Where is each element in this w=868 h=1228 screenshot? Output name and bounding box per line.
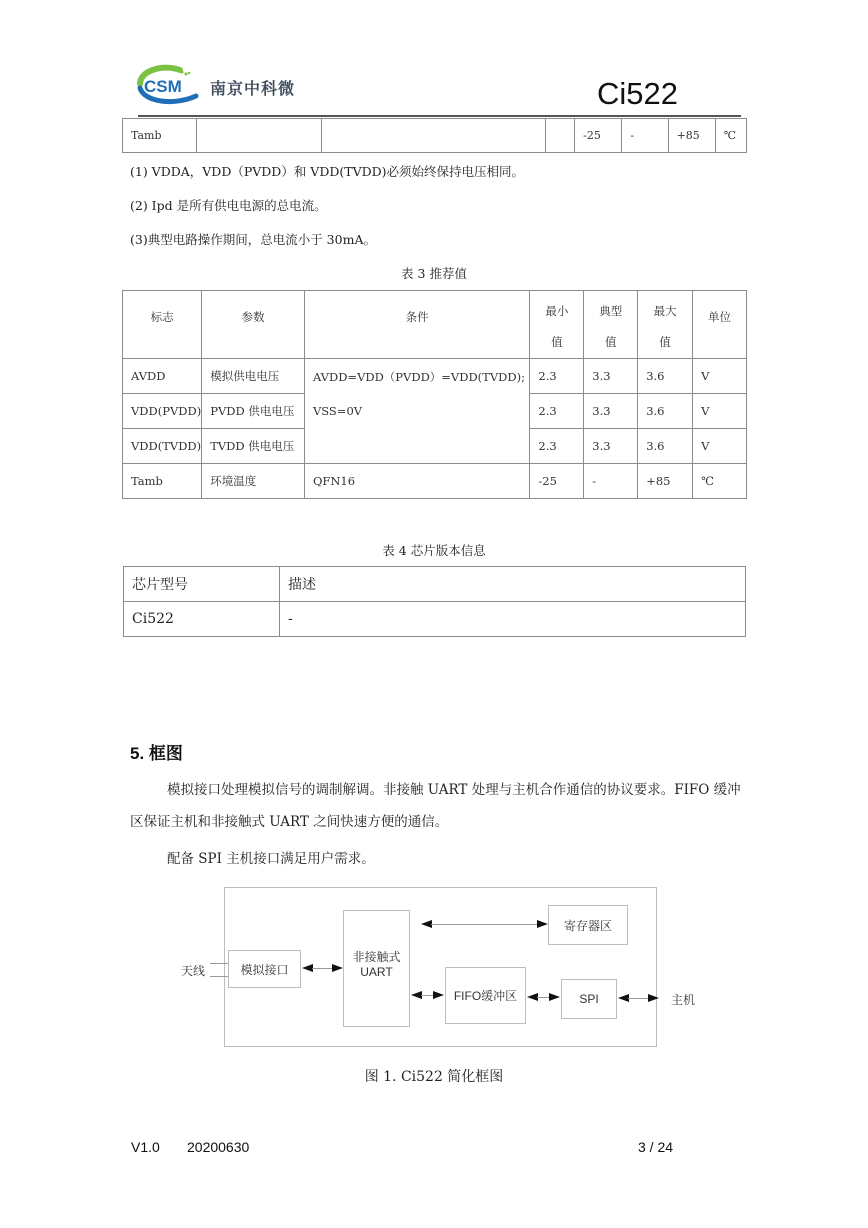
cell-typ: 3.3 bbox=[584, 429, 638, 464]
condition-line: AVDD=VDD（PVDD）=VDD(TVDD); bbox=[312, 370, 525, 384]
arrow-right-icon bbox=[549, 993, 560, 1001]
cell-max: 3.6 bbox=[638, 429, 693, 464]
cell-unit: V bbox=[693, 394, 747, 429]
csm-logo-icon bbox=[134, 62, 206, 106]
body-paragraph: 配备 SPI 主机接口满足用户需求。 bbox=[167, 851, 375, 867]
arrow-right-icon bbox=[648, 994, 659, 1002]
header-param: 参数 bbox=[202, 291, 305, 359]
cell-typ: 3.3 bbox=[584, 359, 638, 394]
cell-chip-model: Ci522 bbox=[124, 602, 280, 637]
table-cell: ℃ bbox=[715, 119, 746, 153]
table4-caption: 表 4 芯片版本信息 bbox=[382, 543, 486, 558]
cell-max: +85 bbox=[638, 464, 693, 499]
cell-min: 2.3 bbox=[530, 359, 584, 394]
header-chip-model: 芯片型号 bbox=[124, 567, 280, 602]
arrow-right-icon bbox=[433, 991, 444, 999]
table-cell bbox=[321, 119, 545, 153]
connector-line bbox=[431, 924, 539, 925]
header-rule bbox=[138, 115, 741, 117]
figure-caption: 图 1. Ci522 简化框图 bbox=[364, 1069, 504, 1085]
table-row bbox=[123, 119, 747, 153]
document-title: Ci522 bbox=[597, 76, 678, 111]
cell-unit: V bbox=[693, 429, 747, 464]
fifo-label: FIFO缓冲区 bbox=[453, 989, 518, 1003]
cell-typ: - bbox=[584, 464, 638, 499]
cell-param: PVDD 供电电压 bbox=[202, 394, 305, 429]
header-symbol: 标志 bbox=[123, 291, 202, 359]
cell-symbol: VDD(PVDD) bbox=[123, 394, 202, 429]
spi-block: SPI bbox=[561, 979, 617, 1019]
page-number: 3 / 24 bbox=[638, 1139, 674, 1155]
note-1: (1) VDDA，VDD（PVDD）和 VDD(TVDD)必须始终保持电压相同。 bbox=[130, 164, 525, 179]
cell-unit: V bbox=[693, 359, 747, 394]
uart-label-line2: UART bbox=[360, 965, 393, 979]
table-cell: +85 bbox=[668, 119, 715, 153]
cell-param: TVDD 供电电压 bbox=[202, 429, 305, 464]
table-row bbox=[124, 602, 746, 637]
uart-label-line1: 非接触式 bbox=[352, 950, 401, 964]
header-max: 最大 值 bbox=[638, 291, 693, 359]
table-cell: - bbox=[622, 119, 668, 153]
table-row bbox=[123, 359, 747, 394]
antenna-label: 天线 bbox=[181, 964, 206, 978]
chip-version-table bbox=[123, 566, 746, 637]
table-cell bbox=[546, 119, 575, 153]
cell-typ: 3.3 bbox=[584, 394, 638, 429]
cell-condition: QFN16 bbox=[304, 464, 529, 499]
condition-line: VSS=0V bbox=[312, 404, 363, 418]
header-typ: 典型 值 bbox=[584, 291, 638, 359]
cell-min: 2.3 bbox=[530, 394, 584, 429]
cell-min: 2.3 bbox=[530, 429, 584, 464]
company-name: 南京中科微 bbox=[210, 81, 296, 98]
table-row bbox=[123, 464, 747, 499]
cell-param: 环境温度 bbox=[202, 464, 305, 499]
table-header-row bbox=[123, 291, 747, 359]
cell-symbol: AVDD bbox=[123, 359, 202, 394]
section-heading: 5. 框图 bbox=[130, 744, 183, 763]
connector-line bbox=[628, 998, 650, 999]
table-header-row bbox=[124, 567, 746, 602]
header-condition: 条件 bbox=[304, 291, 529, 359]
fifo-buffer-block bbox=[445, 967, 526, 1024]
table-cell: -25 bbox=[575, 119, 622, 153]
header-unit: 单位 bbox=[693, 291, 747, 359]
note-2: (2) Ipd 是所有供电电源的总电流。 bbox=[130, 198, 327, 213]
host-label: 主机 bbox=[671, 993, 696, 1007]
antenna-line bbox=[210, 963, 228, 964]
header-description: 描述 bbox=[280, 567, 746, 602]
arrow-right-icon bbox=[332, 964, 343, 972]
footer-date: 20200630 bbox=[187, 1139, 250, 1155]
body-paragraph: 模拟接口处理模拟信号的调制解调。非接触 UART 处理与主机合作通信的协议要求。FIFO 缓冲区保证主机和非接触式 UART 之间快速方便的通信。 bbox=[130, 782, 741, 830]
analog-interface-block: 模拟接口 bbox=[228, 950, 301, 988]
uart-block bbox=[343, 910, 410, 1027]
connector-line bbox=[312, 968, 334, 969]
table3-caption: 表 3 推荐值 bbox=[401, 266, 467, 281]
table-cell: Tamb bbox=[123, 119, 197, 153]
arrow-right-icon bbox=[537, 920, 548, 928]
recommended-values-table bbox=[122, 290, 747, 499]
svg-text:CSM: CSM bbox=[144, 77, 182, 96]
footer-version: V1.0 bbox=[131, 1139, 160, 1155]
header-min: 最小 值 bbox=[530, 291, 584, 359]
cell-symbol: VDD(TVDD) bbox=[123, 429, 202, 464]
register-area-block: 寄存器区 bbox=[548, 905, 628, 945]
cell-unit: ℃ bbox=[693, 464, 747, 499]
cell-param: 模拟供电电压 bbox=[202, 359, 305, 394]
note-3: (3)典型电路操作期间，总电流小于 30mA。 bbox=[130, 232, 376, 247]
antenna-line bbox=[210, 976, 228, 977]
cell-condition bbox=[304, 359, 529, 464]
table-cell bbox=[197, 119, 322, 153]
cell-description: - bbox=[280, 602, 746, 637]
cell-min: -25 bbox=[530, 464, 584, 499]
cell-max: 3.6 bbox=[638, 359, 693, 394]
cell-symbol: Tamb bbox=[123, 464, 202, 499]
continued-table bbox=[122, 118, 747, 153]
cell-max: 3.6 bbox=[638, 394, 693, 429]
